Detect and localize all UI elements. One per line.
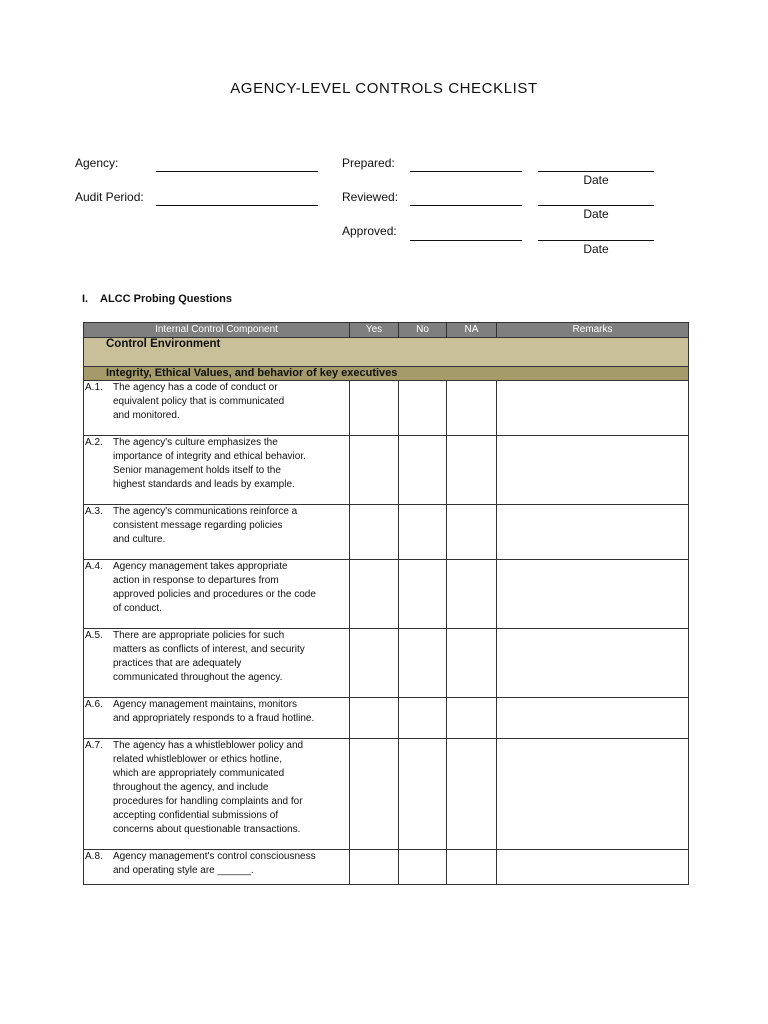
remarks-cell[interactable] — [497, 505, 689, 560]
table-row — [84, 698, 689, 739]
approved-date-caption: Date — [583, 242, 609, 256]
yes-cell[interactable] — [350, 436, 399, 505]
remarks-cell[interactable] — [497, 436, 689, 505]
section-title: ALCC Probing Questions — [100, 293, 232, 305]
reviewed-date-caption: Date — [583, 207, 609, 221]
agency-label: Agency: — [75, 156, 119, 170]
question-id: A.3. — [85, 506, 103, 517]
question-cell — [84, 436, 350, 505]
subcategory-row — [84, 367, 689, 381]
question-text: Agency management takes appropriate action in response to departures from approved policies and procedures or the code of conduct. — [113, 561, 316, 614]
yes-cell[interactable] — [350, 560, 399, 629]
question-cell — [84, 698, 350, 739]
section-number: I. — [82, 293, 89, 305]
category-label: Control Environment — [84, 338, 689, 367]
table-row — [84, 629, 689, 698]
table-row — [84, 850, 689, 885]
approved-label: Approved: — [342, 224, 397, 238]
question-id: A.2. — [85, 437, 103, 448]
reviewed-label: Reviewed: — [342, 190, 399, 204]
approved-by-field[interactable] — [410, 240, 522, 241]
approved-date-field[interactable] — [538, 240, 654, 241]
checklist-table — [83, 322, 689, 885]
yes-cell[interactable] — [350, 381, 399, 436]
remarks-cell[interactable] — [497, 629, 689, 698]
question-id: A.8. — [85, 851, 103, 862]
yes-cell[interactable] — [350, 739, 399, 850]
subcategory-label: Integrity, Ethical Values, and behavior of key executives — [84, 367, 689, 381]
na-cell[interactable] — [447, 505, 497, 560]
yes-cell[interactable] — [350, 850, 399, 885]
question-text: The agency's culture emphasizes the importance of integrity and ethical behavior. Senior management holds itself to the highest standards and leads by example. — [113, 437, 306, 490]
column-header-na: NA — [447, 323, 497, 338]
reviewed-by-field[interactable] — [410, 205, 522, 206]
no-cell[interactable] — [399, 505, 447, 560]
no-cell[interactable] — [399, 850, 447, 885]
yes-cell[interactable] — [350, 629, 399, 698]
no-cell[interactable] — [399, 381, 447, 436]
prepared-date-field[interactable] — [538, 171, 654, 172]
question-cell — [84, 560, 350, 629]
question-id: A.5. — [85, 630, 103, 641]
question-text: Agency management maintains, monitors and appropriately responds to a fraud hotline. — [113, 699, 315, 724]
question-cell — [84, 850, 350, 885]
na-cell[interactable] — [447, 698, 497, 739]
category-row — [84, 338, 689, 367]
no-cell[interactable] — [399, 739, 447, 850]
agency-field[interactable] — [156, 171, 318, 172]
table-row — [84, 505, 689, 560]
section-heading — [82, 293, 232, 305]
question-cell — [84, 505, 350, 560]
question-cell — [84, 629, 350, 698]
yes-cell[interactable] — [350, 505, 399, 560]
na-cell[interactable] — [447, 436, 497, 505]
prepared-by-field[interactable] — [410, 171, 522, 172]
question-text: The agency has a whistleblower policy and related whistleblower or ethics hotline, which are appropriately communicated throughout the agency, and include procedures for handling complaints and for accepting confidential submissions of concerns about questionable transactions. — [113, 740, 304, 835]
question-cell — [84, 739, 350, 850]
page-title: AGENCY-LEVEL CONTROLS CHECKLIST — [230, 80, 538, 97]
reviewed-date-field[interactable] — [538, 205, 654, 206]
question-text: There are appropriate policies for such matters as conflicts of interest, and security practices that are adequately communicated throughout the agency. — [113, 630, 305, 683]
question-text: Agency management's control consciousness and operating style are ______. — [113, 851, 316, 876]
prepared-label: Prepared: — [342, 156, 395, 170]
na-cell[interactable] — [447, 850, 497, 885]
no-cell[interactable] — [399, 629, 447, 698]
remarks-cell[interactable] — [497, 850, 689, 885]
na-cell[interactable] — [447, 739, 497, 850]
question-text: The agency's communications reinforce a consistent message regarding policies and culture. — [113, 506, 298, 545]
question-id: A.1. — [85, 382, 103, 393]
column-header-yes: Yes — [350, 323, 399, 338]
no-cell[interactable] — [399, 436, 447, 505]
na-cell[interactable] — [447, 381, 497, 436]
column-header-component: Internal Control Component — [84, 323, 350, 338]
na-cell[interactable] — [447, 629, 497, 698]
audit-period-label: Audit Period: — [75, 190, 144, 204]
question-cell — [84, 381, 350, 436]
no-cell[interactable] — [399, 560, 447, 629]
remarks-cell[interactable] — [497, 381, 689, 436]
yes-cell[interactable] — [350, 698, 399, 739]
question-text: The agency has a code of conduct or equivalent policy that is communicated and monitored. — [113, 382, 285, 421]
remarks-cell[interactable] — [497, 698, 689, 739]
question-id: A.4. — [85, 561, 103, 572]
column-header-remarks: Remarks — [497, 323, 689, 338]
table-header-row — [84, 323, 689, 338]
remarks-cell[interactable] — [497, 560, 689, 629]
no-cell[interactable] — [399, 698, 447, 739]
question-id: A.6. — [85, 699, 103, 710]
column-header-no: No — [399, 323, 447, 338]
audit-period-field[interactable] — [156, 205, 318, 206]
table-row — [84, 560, 689, 629]
na-cell[interactable] — [447, 560, 497, 629]
question-id: A.7. — [85, 740, 103, 751]
table-row — [84, 739, 689, 850]
prepared-date-caption: Date — [583, 173, 609, 187]
table-row — [84, 381, 689, 436]
table-row — [84, 436, 689, 505]
remarks-cell[interactable] — [497, 739, 689, 850]
